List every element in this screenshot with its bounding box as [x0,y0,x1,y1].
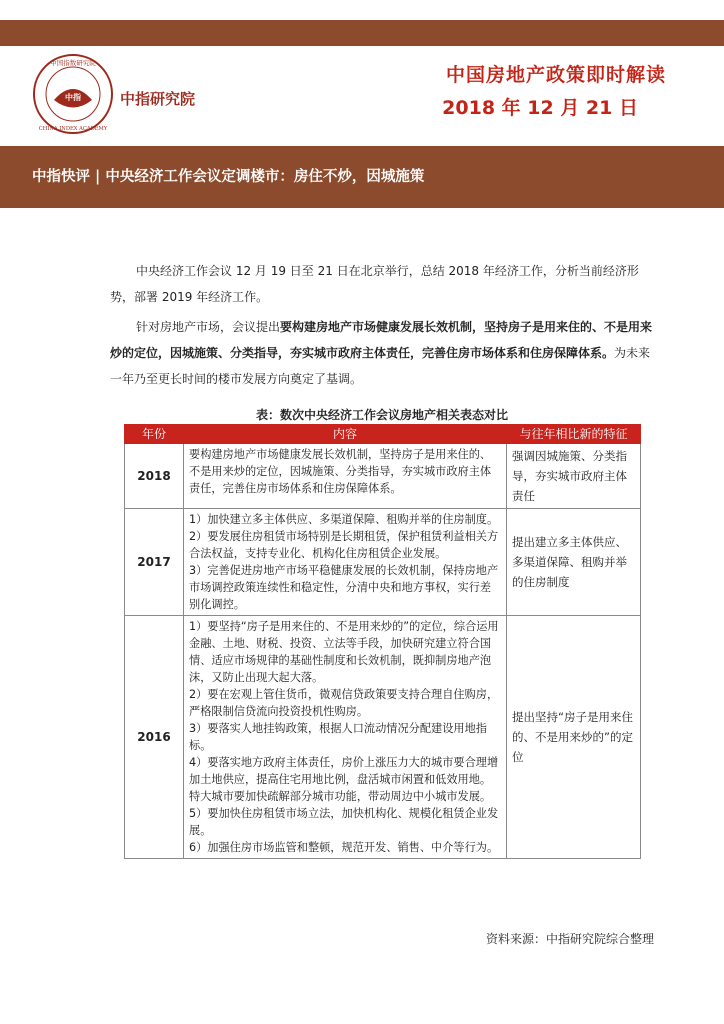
row-content [184,509,507,616]
content-item: 4）要落实地方政府主体责任，房价上涨压力大的城市要合理增加土地供应，提高住宅用地比例，盘活城市闲置和低效用地。特大城市要加快疏解部分城市功能，带动周边中小城市发展。 [189,756,499,803]
data-source-note: 资料来源：中指研究院综合整理 [485,932,654,946]
row-feature: 强调因城施策、分类指导，夯实城市政府主体责任 [507,444,641,509]
table-header-row [125,425,641,444]
header-content: 内容 [184,425,507,444]
row-year: 2018 [125,444,184,509]
content-item: 2）要在宏观上管住货币，微观信贷政策要支持合理自住购房，严格限制信贷流向投资投机性购房。 [189,688,499,718]
row-year: 2017 [125,509,184,616]
report-title: 中国房地产政策即时解读 [445,64,666,86]
svg-text:中指: 中指 [65,92,81,102]
paragraph-1: 中央经济工作会议 12 月 19 日至 21 日在北京举行，总结 2018 年经济工作，分析当前经济形势，部署 2019 年经济工作。 [110,264,639,304]
paragraph-2-end: 为未来一年乃至更长时间的楼市发展方向奠定了基调。 [110,346,651,386]
article-body [110,258,655,396]
content-item: 要构建房地产市场健康发展长效机制，坚持房子是用来住的、不是用来炒的定位，因城施策、分类指导，夯实城市政府主体责任，完善住房市场体系和住房保障体系。 [189,448,492,495]
row-feature: 提出坚持“房子是用来住的、不是用来炒的”的定位 [507,616,641,859]
banner-title: 中指快评 | 中央经济工作会议定调楼市：房住不炒，因城施策 [32,168,425,185]
top-decor-bar [0,20,724,46]
row-content [184,616,507,859]
row-year: 2016 [125,616,184,859]
table-row [125,509,641,616]
header-year: 年份 [125,425,184,444]
header-feature: 与往年相比新的特征 [507,425,641,444]
content-item: 1）加快建立多主体供应、多渠道保障、租购并举的住房制度。 [189,513,499,526]
table-row [125,444,641,509]
org-logo [32,53,114,135]
table-caption: 表：数次中央经济工作会议房地产相关表态对比 [255,408,508,422]
title-banner [0,146,724,208]
paragraph-2-intro: 针对房地产市场，会议提出 [136,320,281,334]
row-content [184,444,507,509]
comparison-table [124,424,641,859]
paragraph-2-highlight: 要构建房地产市场健康发展长效机制，坚持房子是用来住的、不是用来炒的定位，因城施策、分类指导，夯实城市政府主体责任，完善住房市场体系和住房保障体系。 [110,320,653,360]
paragraph-2 [110,314,655,392]
china-index-seal-icon [32,53,114,135]
content-item: 5）要加快住房租赁市场立法，加快机构化、规模化租赁企业发展。 [189,807,499,837]
content-item: 6）加强住房市场监管和整顿，规范开发、销售、中介等行为。 [189,841,499,854]
svg-text:中国指数研究院: 中国指数研究院 [50,59,96,67]
content-item: 2）要发展住房租赁市场特别是长期租赁，保护租赁利益相关方合法权益，支持专业化、机构化住房租赁企业发展。 [189,530,499,560]
table-row [125,616,641,859]
report-date: 2018 年 12 月 21 日 [442,97,638,119]
svg-text:CHINA INDEX ACADEMY: CHINA INDEX ACADEMY [38,126,108,132]
content-item: 1）要坚持“房子是用来住的、不是用来炒的”的定位，综合运用金融、土地、财税、投资、立法等手段，加快研究建立符合国情、适应市场规律的基础性制度和长效机制，既抑制房地产泡沫，又防止出现大起大落。 [189,620,499,684]
org-name: 中指研究院 [120,90,196,108]
content-item: 3）完善促进房地产市场平稳健康发展的长效机制，保持房地产市场调控政策连续性和稳定性，分清中央和地方事权，实行差别化调控。 [189,564,499,611]
content-item: 3）要落实人地挂钩政策，根据人口流动情况分配建设用地指标。 [189,722,487,752]
row-feature: 提出建立多主体供应、多渠道保障、租购并举的住房制度 [507,509,641,616]
